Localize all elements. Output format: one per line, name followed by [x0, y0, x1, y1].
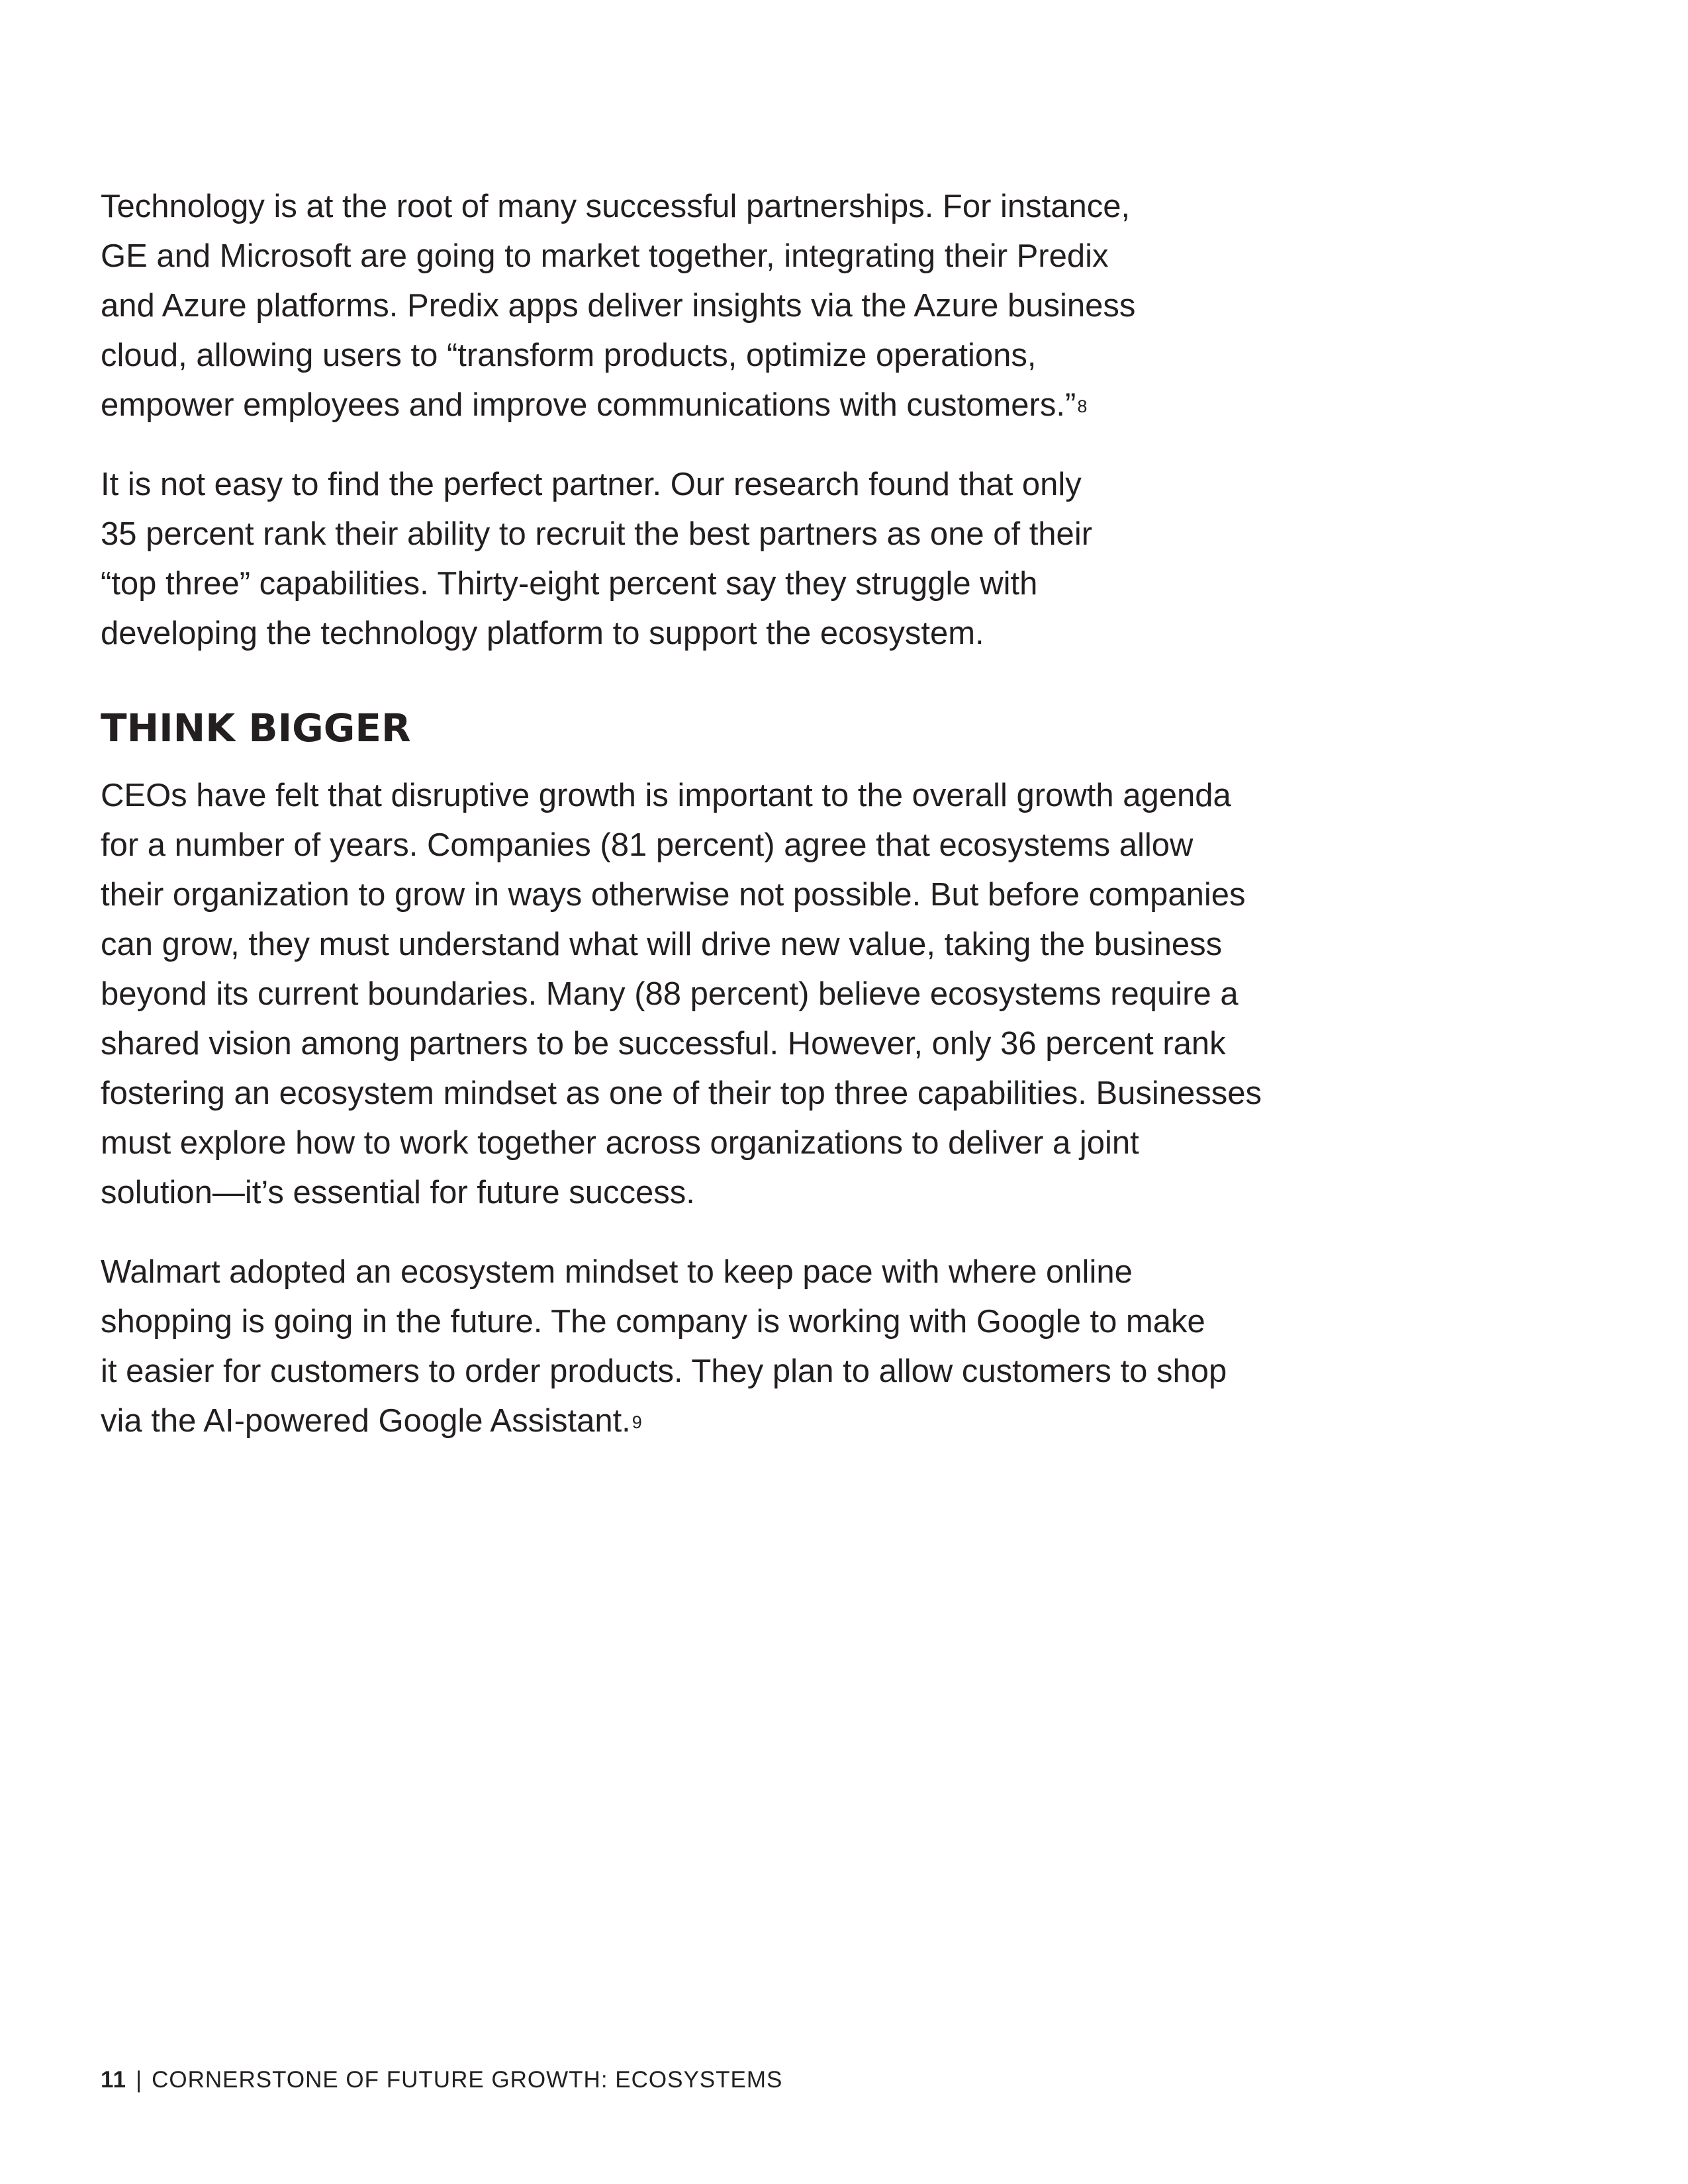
text-line: cloud, allowing users to “transform products, optimize operations,: [101, 338, 1037, 373]
text-line: 35 percent rank their ability to recruit the best partners as one of their: [101, 516, 1093, 552]
text-line-content: via the AI-powered Google Assistant.: [101, 1403, 631, 1439]
text-line: Technology is at the root of many successful partnerships. For instance,: [101, 189, 1131, 224]
text-line: GE and Microsoft are going to market together, integrating their Predix: [101, 238, 1109, 274]
section-heading: THINK BIGGER: [101, 705, 411, 751]
text-line: for a number of years. Companies (81 percent) agree that ecosystems allow: [101, 827, 1194, 863]
page-footer: [101, 2065, 782, 2095]
paragraph-disruptive-growth: [101, 771, 1358, 1218]
text-line: Walmart adopted an ecosystem mindset to keep pace with where online: [101, 1254, 1133, 1290]
text-line: [101, 1396, 1358, 1446]
page-number: 11: [101, 2067, 126, 2093]
text-line: it easier for customers to order products. They plan to allow customers to shop: [101, 1353, 1227, 1389]
paragraph-walmart-example: [101, 1248, 1358, 1446]
text-line: CEOs have felt that disruptive growth is important to the overall growth agenda: [101, 778, 1231, 813]
paragraph-perfect-partner: [101, 460, 1358, 659]
paragraph-technology-partnerships: [101, 182, 1358, 430]
footer-separator: |: [136, 2067, 143, 2093]
text-line: and Azure platforms. Predix apps deliver insights via the Azure business: [101, 288, 1136, 324]
text-line: shopping is going in the future. The company is working with Google to make: [101, 1304, 1205, 1340]
text-line: beyond its current boundaries. Many (88 percent) believe ecosystems require a: [101, 976, 1239, 1012]
text-line: their organization to grow in ways otherwise not possible. But before companies: [101, 877, 1246, 913]
footer-title: CORNERSTONE OF FUTURE GROWTH: ECOSYSTEMS: [152, 2067, 783, 2093]
text-line: shared vision among partners to be successful. However, only 36 percent rank: [101, 1026, 1226, 1062]
text-line: must explore how to work together across organizations to deliver a joint: [101, 1125, 1139, 1161]
document-body: [101, 182, 1358, 1446]
text-line: fostering an ecosystem mindset as one of their top three capabilities. Businesses: [101, 1075, 1262, 1111]
text-line: It is not easy to find the perfect partner. Our research found that only: [101, 467, 1082, 502]
text-line: developing the technology platform to support the ecosystem.: [101, 615, 984, 651]
text-line: [101, 381, 1358, 430]
text-line: can grow, they must understand what will drive new value, taking the business: [101, 927, 1223, 962]
footnote-marker: 9: [632, 1412, 642, 1432]
text-line: “top three” capabilities. Thirty-eight percent say they struggle with: [101, 566, 1038, 602]
text-line-content: empower employees and improve communications with customers.”: [101, 387, 1076, 423]
footnote-marker: 8: [1077, 396, 1088, 416]
text-line: solution—it’s essential for future success.: [101, 1175, 695, 1210]
